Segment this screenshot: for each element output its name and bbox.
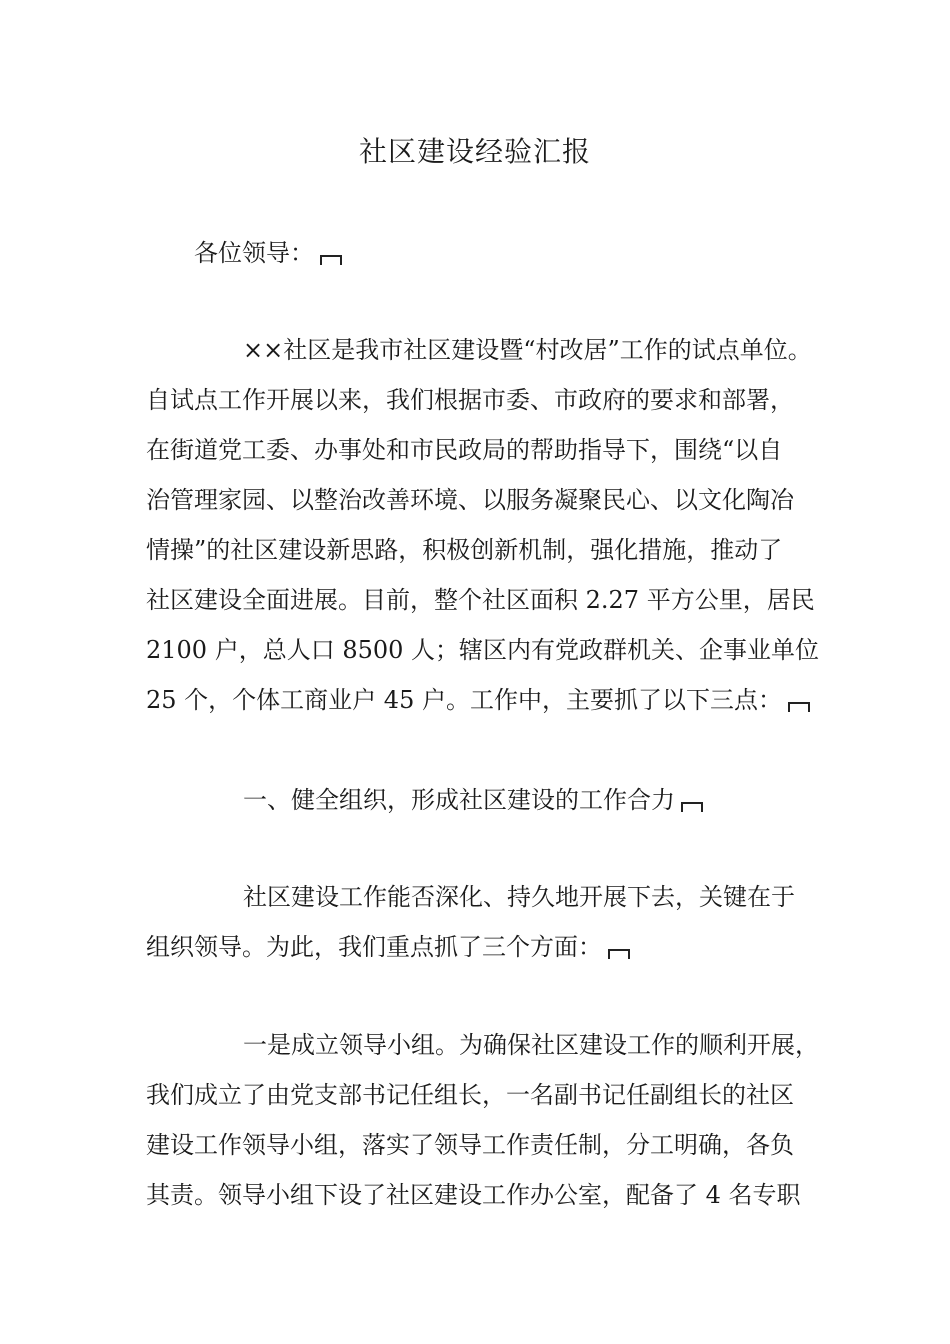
- text-line: 情操”的社区建设新思路，积极创新机制，强化措施，推动了: [146, 536, 783, 564]
- text-line: 一是成立领导小组。为确保社区建设工作的顺利开展，: [243, 1031, 819, 1059]
- paragraph-mark-icon: [681, 802, 703, 812]
- paragraph-organization: [146, 872, 836, 972]
- text-line: 其责。领导小组下设了社区建设工作办公室，配备了 4 名专职: [146, 1181, 801, 1209]
- paragraph-leadership-group: [146, 1020, 836, 1220]
- salutation-text: 各位领导：: [194, 239, 314, 267]
- text-line: 自试点工作开展以来，我们根据市委、市政府的要求和部署，: [146, 386, 794, 414]
- heading-text: 一、健全组织，形成社区建设的工作合力: [243, 786, 675, 814]
- text-line: 社区建设工作能否深化、持久地开展下去，关键在于: [243, 883, 795, 911]
- salutation: [146, 228, 836, 278]
- text-line: 社区建设全面进展。目前，整个社区面积 2.27 平方公里，居民: [146, 586, 815, 614]
- paragraph-mark-icon: [320, 255, 342, 265]
- text-line: 2100 户，总人口 8500 人；辖区内有党政群机关、企事业单位: [146, 636, 820, 664]
- text-line: 在街道党工委、办事处和市民政局的帮助指导下，围绕“以自: [146, 436, 783, 464]
- document-title: 社区建设经验汇报: [358, 135, 591, 168]
- text-line: 25 个，个体工商业户 45 户。工作中，主要抓了以下三点：: [146, 686, 782, 714]
- paragraph-mark-icon: [788, 702, 810, 712]
- text-line: 治管理家园、以整治改善环境、以服务凝聚民心、以文化陶冶: [146, 486, 794, 514]
- text-line: 组织领导。为此，我们重点抓了三个方面：: [146, 933, 602, 961]
- section-heading: [146, 775, 836, 825]
- text-line: ××社区是我市社区建设暨“村改居”工作的试点单位。: [243, 336, 812, 364]
- paragraph-intro: [146, 325, 836, 725]
- paragraph-mark-icon: [608, 949, 630, 959]
- text-line: 建设工作领导小组，落实了领导工作责任制，分工明确，各负: [146, 1131, 794, 1159]
- text-line: 我们成立了由党支部书记任组长，一名副书记任副组长的社区: [146, 1081, 794, 1109]
